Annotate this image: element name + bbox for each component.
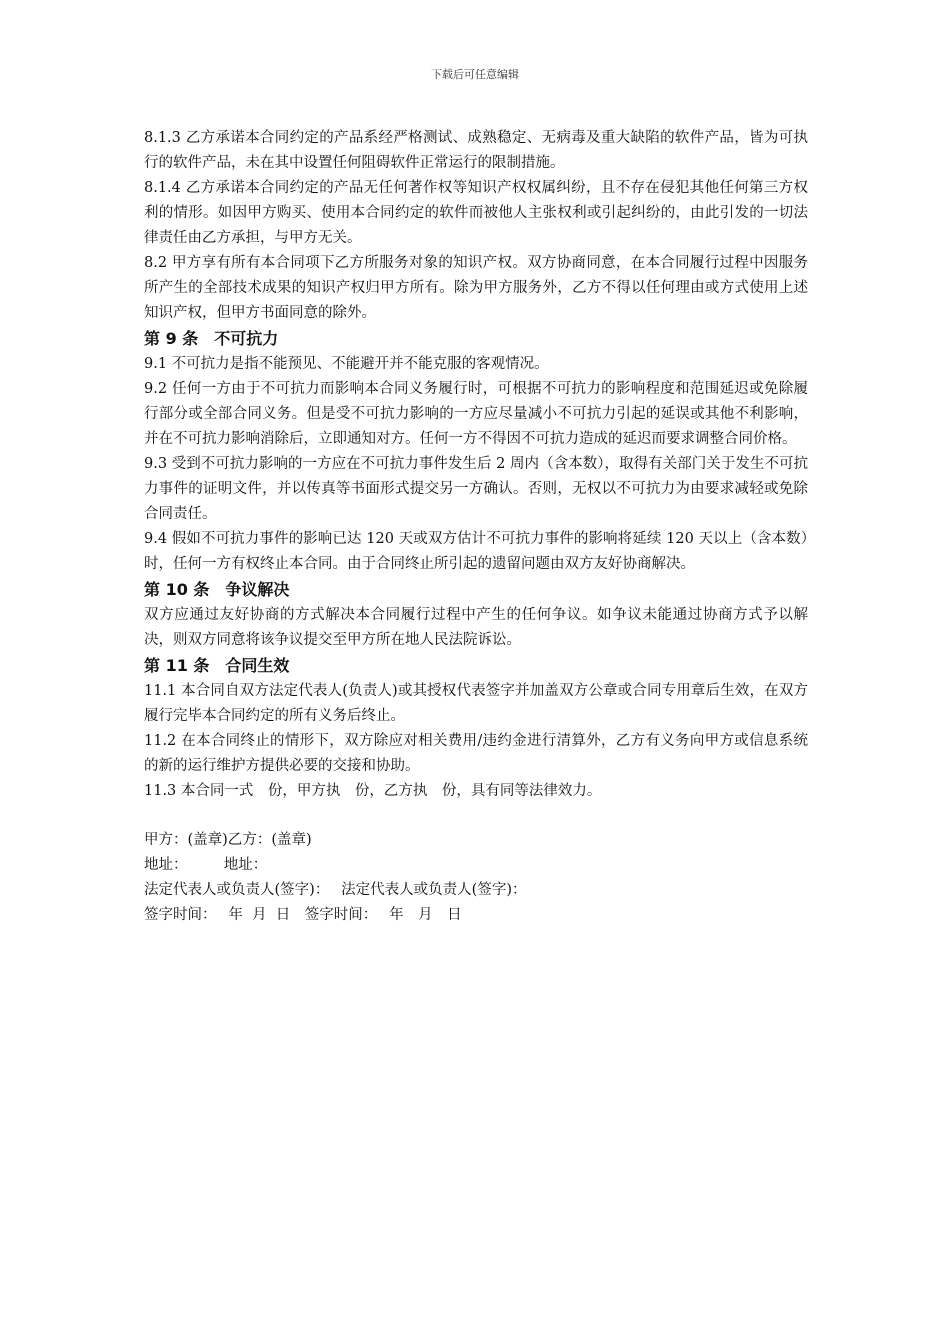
clause-10: 双方应通过友好协商的方式解决本合同履行过程中产生的任何争议。如争议未能通过协商方式予以解决，则双方同意将该争议提交至甲方所在地人民法院诉讼。 bbox=[144, 607, 808, 648]
signature-party-line: 甲方：(盖章)乙方：(盖章) bbox=[144, 832, 312, 848]
clause-8-2: 8.2 甲方享有所有本合同项下乙方所服务对象的知识产权。双方协商同意，在本合同履行过程中因服务所产生的全部技术成果的知识产权归甲方所有。除为甲方服务外，乙方不得以任何理由或方式使用上述知识产权，但甲方书面同意的除外。 bbox=[144, 255, 808, 321]
clause-9-3: 9.3 受到不可抗力影响的一方应在不可抗力事件发生后 2 周内（含本数），取得有关部门关于发生不可抗力事件的证明文件，并以传真等书面形式提交另一方确认。否则，无权以不可抗力为由要求减轻或免除合同责任。 bbox=[144, 456, 808, 522]
document-body bbox=[144, 126, 808, 928]
page-header: 下载后可任意编辑 bbox=[431, 68, 519, 81]
clause-11-3: 11.3 本合同一式 份，甲方执 份，乙方执 份，具有同等法律效力。 bbox=[144, 783, 602, 799]
clause-11-2: 11.2 在本合同终止的情形下，双方除应对相关费用/违约金进行清算外，乙方有义务向甲方或信息系统的新的运行维护方提供必要的交接和协助。 bbox=[144, 733, 808, 774]
signature-representative-line: 法定代表人或负责人(签字)： 法定代表人或负责人(签字)： bbox=[144, 882, 527, 898]
clause-8-1-4: 8.1.4 乙方承诺本合同约定的产品无任何著作权等知识产权权属纠纷，且不存在侵犯其他任何第三方权利的情形。如因甲方购买、使用本合同约定的软件而被他人主张权利或引起纠纷的，由此引发的一切法律责任由乙方承担，与甲方无关。 bbox=[144, 180, 808, 246]
signature-date-line: 签字时间： 年 月 日 签字时间： 年 月 日 bbox=[144, 907, 462, 923]
clause-9-2: 9.2 任何一方由于不可抗力而影响本合同义务履行时，可根据不可抗力的影响程度和范围延迟或免除履行部分或全部合同义务。但是受不可抗力影响的一方应尽量减小不可抗力引起的延误或其他不利影响，并在不可抗力影响消除后，立即通知对方。任何一方不得因不可抗力造成的延迟而要求调整合同价格。 bbox=[144, 381, 808, 447]
article-9-heading: 第 9 条 不可抗力 bbox=[144, 329, 279, 348]
clause-9-1: 9.1 不可抗力是指不能预见、不能避开并不能克服的客观情况。 bbox=[144, 356, 549, 372]
article-10-heading: 第 10 条 争议解决 bbox=[144, 580, 290, 599]
clause-9-4: 9.4 假如不可抗力事件的影响已达 120 天或双方估计不可抗力事件的影响将延续 120 天以上（含本数）时，任何一方有权终止本合同。由于合同终止所引起的遗留问题由双方友好协商解决。 bbox=[144, 531, 808, 572]
spacer bbox=[144, 804, 808, 828]
signature-address-line: 地址： 地址： bbox=[144, 857, 268, 873]
clause-11-1: 11.1 本合同自双方法定代表人(负责人)或其授权代表签字并加盖双方公章或合同专用章后生效，在双方履行完毕本合同约定的所有义务后终止。 bbox=[144, 683, 808, 724]
clause-8-1-3: 8.1.3 乙方承诺本合同约定的产品系经严格测试、成熟稳定、无病毒及重大缺陷的软件产品，皆为可执行的软件产品，未在其中设置任何阻碍软件正常运行的限制措施。 bbox=[144, 130, 808, 171]
signature-block bbox=[144, 828, 808, 928]
article-11-heading: 第 11 条 合同生效 bbox=[144, 656, 290, 675]
